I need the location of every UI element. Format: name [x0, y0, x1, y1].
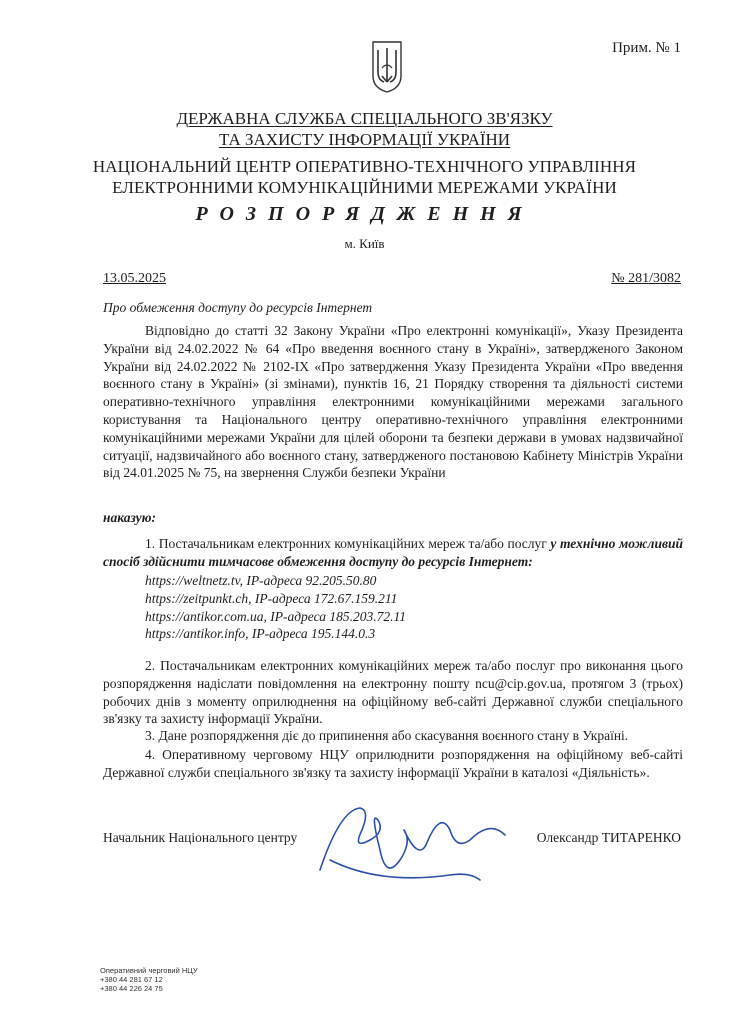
- preamble-paragraph: Відповідно до статті 32 Закону України «Про електронні комунікації», Указу Президента України від 24.02.2022 № 64 «Про введення воєнного стану в Україні», затвердженого Законом України від 24.02.2022 № 2102-IX «Про затвердження Указу Президента України «Про введення воєнного стану в Україні» (зі змінами), пунктів 16, 21 Порядку створення та діяльності системи оперативно-технічного управління електронними комунікаційними мережами загального користування та Національного центру оперативно-технічного управління електронними комунікаційними мережами України для цілей оборони та безпеки держави в умовах надзвичайної ситуації, надзвичайного або воєнного стану, затвердженого постановою Кабінету Міністрів України від 24.01.2025 № 75, на звернення Служби безпеки України: [103, 323, 683, 481]
- appendix-label: Прим. № 1: [612, 40, 681, 56]
- footer-line-3: +380 44 226 24 75: [100, 984, 163, 993]
- url-item: https://antikor.com.ua, IP-адреса 185.203.72.11: [145, 608, 407, 624]
- city: м. Київ: [344, 236, 385, 251]
- document-type-title: РОЗПОРЯДЖЕННЯ: [195, 203, 534, 225]
- item-1-bold: у технічно можливий спосіб здійснити тимчасове обмеження доступу до ресурсів Інтернет:: [103, 536, 683, 569]
- trident-emblem-icon: [370, 38, 404, 94]
- center-line-1: НАЦІОНАЛЬНИЙ ЦЕНТР ОПЕРАТИВНО-ТЕХНІЧНОГО УПРАВЛІННЯ: [92, 157, 637, 176]
- document-subject: Про обмеження доступу до ресурсів Інтернет: [103, 300, 373, 315]
- center-name: [0, 156, 729, 198]
- item-1-lead: 1. Постачальникам електронних комунікаційних мереж та/або послуг: [145, 536, 551, 551]
- footer-line-2: +380 44 281 67 12: [100, 975, 163, 984]
- organization-line-1: ДЕРЖАВНА СЛУЖБА СПЕЦІАЛЬНОГО ЗВ'ЯЗКУ: [176, 109, 553, 128]
- url-item: https://zeitpunkt.ch, IP-адреса 172.67.159.211: [145, 590, 398, 606]
- item-4-paragraph: 4. Оперативному черговому НЦУ оприлюднити розпорядження на офіційному веб-сайті Державної служби спеціального зв'язку та захисту інформації України в каталозі «Діяльність».: [103, 747, 683, 780]
- item-3-paragraph: 3. Дане розпорядження діє до припинення або скасування воєнного стану в Україні.: [145, 728, 629, 743]
- url-item: https://antikor.info, IP-адреса 195.144.0.3: [145, 626, 376, 642]
- footer-contacts: [100, 966, 198, 993]
- item-2-paragraph: 2. Постачальникам електронних комунікаційних мереж та/або послуг про виконання цього розпорядження надіслати повідомлення на електронну пошту ncu@cip.gov.ua, протягом 3 (трьох) робочих днів з моменту оприлюднення на офіційному веб-сайті Державної служби спеціального зв'язку та захисту інформації України.: [103, 658, 683, 727]
- url-item: https://weltnetz.tv, IP-адреса 92.205.50.80: [145, 573, 377, 588]
- footer-line-1: Оперативний черговий НЦУ: [100, 966, 198, 975]
- signatory-name: Олександр ТИТАРЕНКО: [536, 830, 681, 845]
- item-1-paragraph: [103, 535, 683, 571]
- signatory-title: Начальник Національного центру: [103, 830, 298, 845]
- document-date: 13.05.2025: [103, 271, 166, 286]
- document-number: № 281/3082: [611, 271, 681, 286]
- organization-name: [0, 108, 729, 150]
- blocked-resources-list: [145, 572, 406, 643]
- order-keyword: наказую:: [103, 510, 157, 525]
- handwritten-signature: [300, 790, 520, 900]
- center-line-2: ЕЛЕКТРОННИМИ КОМУНІКАЦІЙНИМИ МЕРЕЖАМИ УКРАЇНИ: [112, 178, 617, 197]
- organization-line-2: ТА ЗАХИСТУ ІНФОРМАЦІЇ УКРАЇНИ: [218, 130, 511, 149]
